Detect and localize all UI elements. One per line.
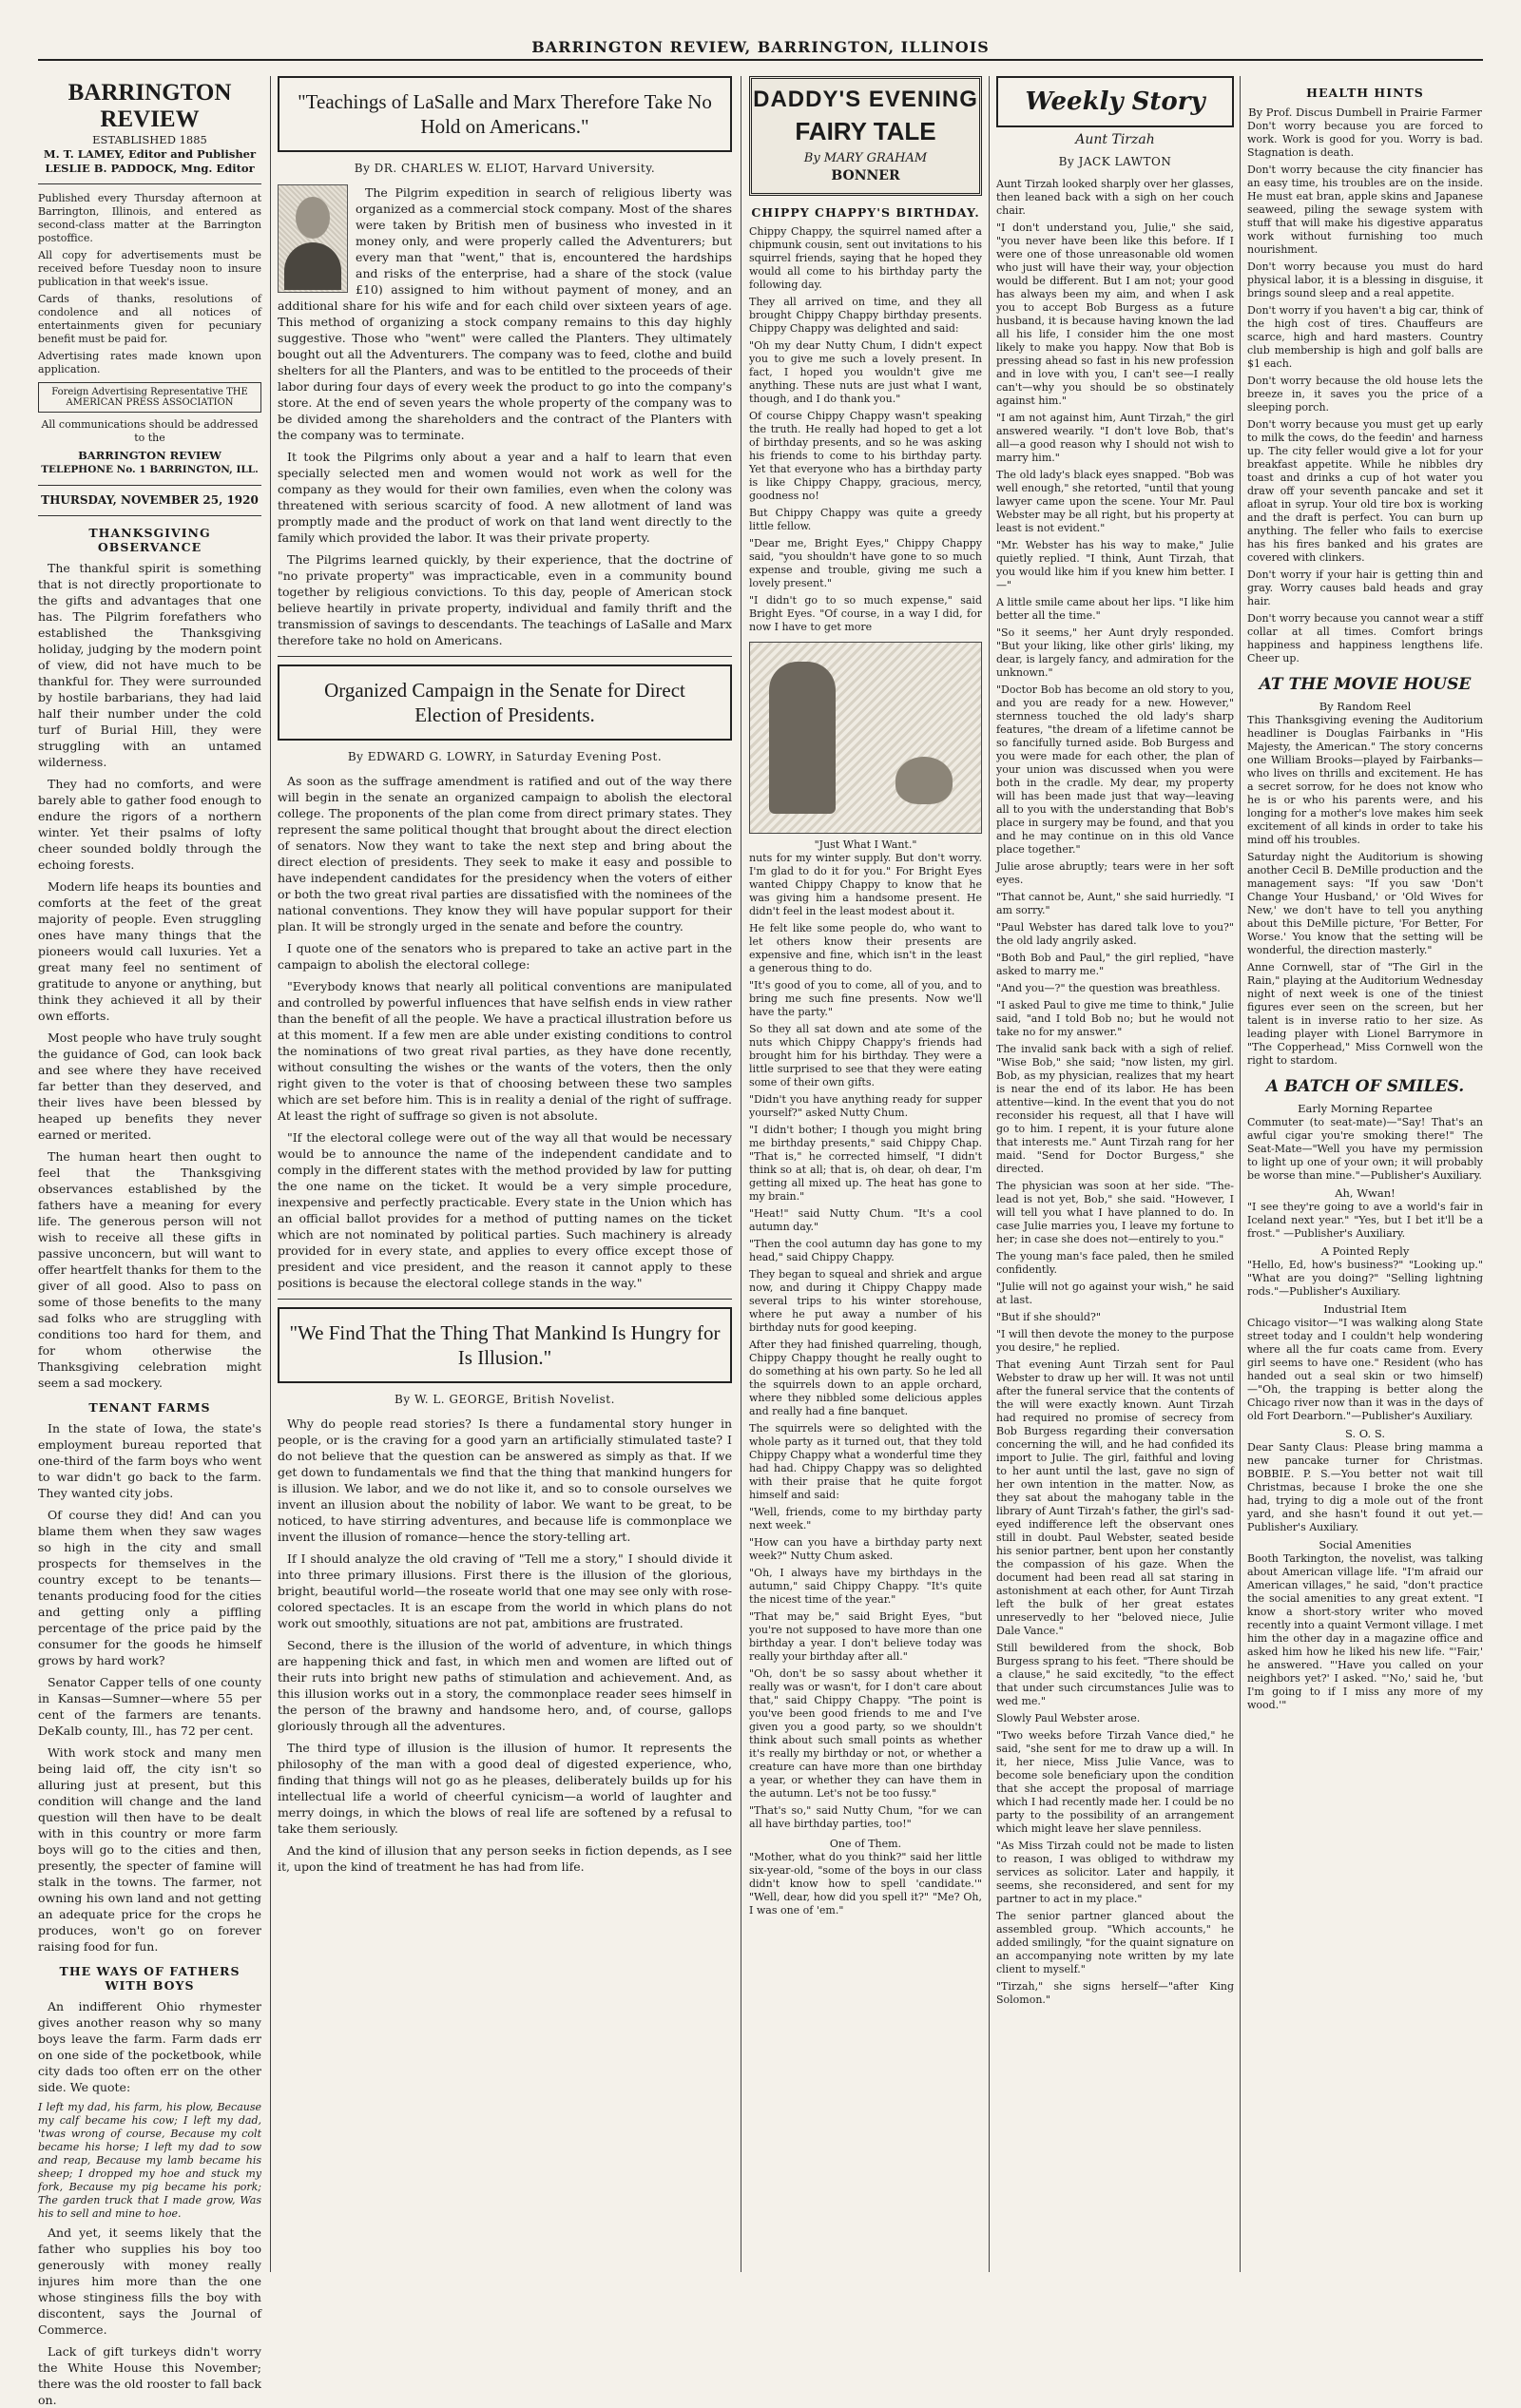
issue-date: THURSDAY, NOVEMBER 25, 1920 [41, 493, 259, 507]
fairy-tale-column [749, 76, 982, 2272]
divider [38, 515, 261, 516]
paragraph: And yet, it seems likely that the father who supplies his boy too generously with money really injures him more than the one whose stinginess fills the boy with discontent, says the Journal of Commerce. [38, 2225, 261, 2337]
paragraph: Don't worry if your hair is getting thin and gray. Worry causes bald heads and gray hair. [1247, 568, 1483, 607]
paragraph: The senior partner glanced about the assembled group. "Which accounts," he added smilingly, "for the quaint signature on an accompanying note written by my late client to myself." [996, 1910, 1234, 1975]
paragraph: Senator Capper tells of one county in Kansas—Sumner—where 55 per cent of the farmers are tenants. DeKalb county, Ill., has 72 per cent. [38, 1675, 261, 1738]
paragraph: Don't worry if you haven't a big car, think of the high cost of tires. Chauffeurs are scarce, high and hard masters. Country club membership is high and golf balls are $1 each. [1247, 304, 1483, 370]
paragraph: "I didn't go to so much expense," said Bright Eyes. "Of course, in a way I did, for now I have to get more [749, 594, 982, 633]
miscellany-column [1247, 76, 1483, 2272]
page-masthead: BARRINGTON REVIEW, BARRINGTON, ILLINOIS [38, 38, 1483, 61]
paragraph: "Mr. Webster has his way to make," Julie quietly replied. "I think, Aunt Tirzah, that you would like him if you knew him better. I—" [996, 539, 1234, 591]
paragraph: The old lady's black eyes snapped. "Bob was well enough," she retorted, "until that young lawyer came upon the scene. Your Mr. Paul Webster may be all right, but his property at least is not evident." [996, 469, 1234, 534]
paragraph: Booth Tarkington, the novelist, was talking about American village life. "I'm afraid our American villages," he said, "don't practice the social amenities to any great extent. "I know a short-story writer who moved recently into a quaint Vermont village. I met him the other day in a magazine office and asked him how he liked his new life. "'Fair,' he answered. "'Have you called on your neighbors yet?' I asked. "'No,' said he, 'but I'm going to if I miss any more of my wood.'" [1247, 1552, 1483, 1711]
paragraph: And the kind of illusion that any person seeks in fiction depends, as I see it, upon the kind of treatment he has had from life. [278, 1843, 732, 1874]
paragraph: "How can you have a birthday party next week?" Nutty Chum asked. [749, 1536, 982, 1562]
paragraph: "So it seems," her Aunt dryly responded. "But your liking, like other girls' liking, my dear, is largely fancy, and admiration for the unknown." [996, 626, 1234, 679]
column-rule [270, 76, 271, 2272]
section-heading: THE WAYS OF FATHERS WITH BOYS [59, 1964, 241, 1993]
cards-note: Cards of thanks, resolutions of condolence and all notices of entertainments given for pecuniary benefit must be paid for. [38, 293, 261, 345]
newspaper-page [38, 38, 1483, 2407]
paragraph: "Dear me, Bright Eyes," Chippy Chappy said, "you shouldn't have gone to so much expense and trouble, giving me such a lovely present." [749, 537, 982, 589]
comms-note: All communications should be addressed to the [41, 418, 259, 444]
story-title: Aunt Tirzah [1075, 132, 1155, 147]
paragraph: "That's so," said Nutty Chum, "for we can all have birthday parties, too!" [749, 1804, 982, 1830]
divider [278, 656, 732, 657]
paragraph: "I am not against him, Aunt Tirzah," the girl answered wearily. "I don't love Bob, that's all—a good reason why I should not wish to marry him." [996, 412, 1234, 464]
paragraph: So they all sat down and ate some of the nuts which Chippy Chappy's friends had brought him for his birthday. They were a little surprised to see that they were eating some of their own gifts. [749, 1023, 982, 1088]
paragraph: As soon as the suffrage amendment is ratified and out of the way there will begin in the senate an organized campaign to abolish the electoral college. The proponents of the plan come from direct primary states. They represent the same political thought that brought about the direct election of senators. Now they want to take the next step and bring about the direct election of presidents. They seek to make it easy and possible to have independent candidates for the presidency when the voters of either or both the two great rival parties are dissatisfied with the nominees of the national conventions. They know they will have popular support for their plan. It will be strongly urged in the senate and before the country. [278, 774, 732, 934]
paragraph: Lack of gift turkeys didn't worry the White House this November; there was the old rooster to fall back on. [38, 2344, 261, 2407]
joke-heading: Ah, Wwan! [1335, 1186, 1396, 1200]
paragraph: "If the electoral college were out of the way all that would be necessary would be to announce the name of the independent candidate and to comply in the different states with the method provided by law for putting the one name on the ticket. It would be a very simple procedure, inexpensive and perfectly practicable. Every state in the Union which has an official ballot provides for a method of putting names on the ticket which are not nominated by political parties. Such machinery is already provided for in every state, and applies to every office except those of president and vice president, and the reason it cannot apply to these positions is because the electoral college stands in the way." [278, 1130, 732, 1290]
paragraph: "Paul Webster has dared talk love to you?" the old lady angrily asked. [996, 921, 1234, 947]
paragraph: The thankful spirit is something that is not directly proportionate to the gifts and advantages that one has. The Pilgrim forefathers who established the Thanksgiving holiday, judging by the modern point of view, did not have much to be thankful for. They were surrounded by hostile barbarians, they had laid half their number under the cold turf of Burial Hill, they were struggling with an untamed wilderness. [38, 561, 261, 769]
press-association: Foreign Advertising Representative THE AMERICAN PRESS ASSOCIATION [38, 382, 261, 413]
joke-heading: Industrial Item [1323, 1302, 1407, 1316]
paragraph: Julie arose abruptly; tears were in her soft eyes. [996, 860, 1234, 886]
editor-line: M. T. LAMEY, Editor and Publisher [43, 147, 257, 161]
published-note: Published every Thursday afternoon at Barrington, Illinois, and entered as second-class matter at the Barrington postoffice. [38, 192, 261, 244]
paragraph: The third type of illusion is the illusion of humor. It represents the philosophy of the man with a good deal of digested experience, who, finding that things will not go as he pleases, deliberately builds up for his intellectual life a world of cheerful cynicism—a world of laughter and merry doings, in which the blows of real life are softened by a refusal to take them seriously. [278, 1741, 732, 1836]
paragraph: "Didn't you have anything ready for supper yourself?" asked Nutty Chum. [749, 1093, 982, 1119]
paragraph: Of course they did! And can you blame them when they saw wages so high in the city and small prospects for themselves in the country except to be tenants—tenants producing food for the cities and getting only a piffling percentage of the price paid by the consumer for the goods he himself grows by hard work? [38, 1508, 261, 1667]
paragraph: "Hello, Ed, how's business?" "Looking up." "What are you doing?" "Selling lightning rods."—Publisher's Auxiliary. [1247, 1259, 1483, 1298]
paragraph: "But if she should?" [996, 1311, 1101, 1323]
paragraph: "Oh, don't be so sassy about whether it really was or wasn't, for I don't care about that," said Chippy Chappy. "The point is you've been good friends to me and I've given you a good party, so we shouldn't think about such small points as whether it's really my birthday or not, or whether a creature can have more than one birthday a year, or whether they can have them in the autumn. Let's not be too fussy." [749, 1667, 982, 1800]
paragraph: "That may be," said Bright Eyes, "but you're not supposed to have more than one birthday a year. I don't believe today was really your birthday after all." [749, 1610, 982, 1663]
section-heading: HEALTH HINTS [1306, 86, 1424, 100]
paragraph: "That cannot be, Aunt," she said hurriedly. "I am sorry." [996, 891, 1234, 916]
paragraph: "Doctor Bob has become an old story to you, and you are ready for a new. However," sternness touched the old lady's sharp features, "the dream of a lifetime cannot be so fancifully turned aside. Bob Burgess and you were made for each other, the plan of your union was discussed when you were both in the cradle. My dear, my property will has been made just that way—leaving all to you with the understanding that Bob's place in surgery may be found, and that you and he may continue on in this old Vance place together." [996, 684, 1234, 856]
section-byline: By Prof. Discus Dumbell in Prairie Farmer [1248, 106, 1482, 119]
paragraph: "Two weeks before Tirzah Vance died," he said, "she sent for me to draw up a will. In it, her niece, Miss Julie Vance, was to become sole beneficiary upon the condition that she accept the proposal of marriage which I had recently made her. I could be no party to the possibility of an arrangement which might leave her slave penniless. [996, 1729, 1234, 1835]
paragraph: In the state of Iowa, the state's employment bureau reported that one-third of the farm boys who went to war didn't go back to the farm. They wanted city jobs. [38, 1421, 261, 1500]
paragraph: Still bewildered from the shock, Bob Burgess sprang to his feet. "There should be a clause," he said excitedly, "to the effect that under such circumstances Julie was to wed me." [996, 1642, 1234, 1707]
paragraph: I quote one of the senators who is prepared to take an active part in the campaign to abolish the electoral college: [278, 941, 732, 972]
manager-line: LESLIE B. PADDOCK, Mng. Editor [45, 162, 255, 175]
portrait-face [296, 197, 330, 239]
paragraph: Second, there is the illusion of the world of adventure, in which things are happening thick and fast, in which men and women are lifted out of their ruts into bright new paths of stimulation and achievement. And, as this illusion works out in a story, the commonplace reader sees himself in the person of the brawny and handsome hero, and, of course, gallops gloriously through all the adventures. [278, 1638, 732, 1733]
paragraph: Don't worry because you are forced to work. Work is good for you. Worry is bad. Stagnation is death. [1247, 120, 1483, 159]
article-headline: "Teachings of LaSalle and Marx Therefore Take No Hold on Americans." [278, 76, 732, 152]
paragraph: But Chippy Chappy was quite a greedy little fellow. [749, 507, 982, 532]
paragraph: "Then the cool autumn day has gone to my head," said Chippy Chappy. [749, 1238, 982, 1263]
section-heading: THANKSGIVING OBSERVANCE [88, 526, 211, 554]
joke-heading: One of Them. [829, 1838, 902, 1850]
fairy-tale-logo [749, 76, 982, 196]
paragraph: The invalid sank back with a sigh of relief. "Wise Bob," she said; "now listen, my girl. Bob, as my physician, realizes that my heart is near the end of its labor. He has been attentive—kind. In the event that you do not reconsider his request, all that I have will go to him. I repent, it is your future alone that interests me." Aunt Tirzah rang for her maid. "Send for Doctor Burgess," she directed. [996, 1043, 1234, 1175]
paragraph: After they had finished quarreling, though, Chippy Chappy thought he really ought to do something at his own party. So he led all the squirrels down to an apple orchard, where they nibbled some delicious apples and really had a fine banquet. [749, 1339, 982, 1417]
feature-column [278, 76, 732, 2272]
paragraph: He felt like some people do, who want to let others know their presents are expensive and fine, which isn't in the least a generous thing to do. [749, 922, 982, 974]
paragraph: "I didn't bother; I though you might bring me birthday presents," said Chippy Chap. "That is," he corrected himself, "I didn't think so at all; that is, oh dear, oh dear, I'm getting all mixed up. The heat has gone to my brain." [749, 1124, 982, 1203]
paragraph: "Heat!" said Nutty Chum. "It's a cool autumn day." [749, 1207, 982, 1233]
paragraph: The physician was soon at her side. "The-lead is not yet, Bob," she said. "However, I will tell you what I have planned to do. In case Julie marries you, I leave my fortune to her; in case she does not—entirely to you." [996, 1180, 1234, 1245]
paragraph: Why do people read stories? Is there a fundamental story hunger in people, or is the craving for a good yarn an artificially stimulated taste? I do not believe that the question can be answered as simply as that. If we get down to fundamentals we find that the thing that mankind hungers for is illusion. We labor, and we do not like it, and so to console ourselves we invent an illusion about the nobility of labor. We want to be great, to be noticed, to have stirring adventures, and because life is commonplace we invent the illusion of romance—hence the story-telling art. [278, 1416, 732, 1544]
article-byline: By DR. CHARLES W. ELIOT, Harvard University. [354, 162, 656, 175]
paragraph: Slowly Paul Webster arose. [996, 1712, 1141, 1724]
ads-note: All copy for advertisements must be received before Tuesday noon to insure publication in that week's issue. [38, 249, 261, 288]
comms-name: BARRINGTON REVIEW [78, 449, 221, 462]
logo-line: FAIRY TALE [795, 117, 936, 145]
paragraph: Don't worry because you must do hard physical labor, it is a blessing in disguise, it brings sound sleep and a real appetite. [1247, 260, 1483, 299]
paragraph: Saturday night the Auditorium is showing another Cecil B. DeMille production and the management says: "If you saw 'Don't Change Your Husband,' or 'Old Wives for New,' we don't have to tell you anything about this DeMille picture, 'For Better, For Worse.' You know that the setting will be wonderful, the direction masterly." [1247, 851, 1483, 956]
section-byline: By Random Reel [1319, 700, 1412, 713]
portrait-body [284, 242, 341, 290]
article-headline: Organized Campaign in the Senate for Direct Election of Presidents. [278, 665, 732, 741]
paragraph: Don't worry because the city financier has an easy time, his troubles are on the inside. He must eat bran, apple skins and Japanese seaweed, piling the sewage system with stuff that will make his digestive apparatus work without furnishing too much nourishment. [1247, 164, 1483, 256]
telephone: TELEPHONE No. 1 BARRINGTON, ILL. [41, 464, 259, 475]
paragraph: Modern life heaps its bounties and comforts at the feet of the great majority of people. Even struggling ones have many things that the pioneers would call luxuries. Yet a great many feel no sentiment of gratitude to anyone or anything, but think they achieved it all by their own efforts. [38, 879, 261, 1023]
illustration-caption: "Just What I Want." [814, 838, 917, 851]
paragraph: "I will then devote the money to the purpose you desire," he replied. [996, 1328, 1234, 1354]
paragraph: With work stock and many men being laid off, the city isn't so alluring just at present, but this condition will change and the land question will then have to be dealt with in this country or more farm boys will go to the cities and then, presently, the specter of famine will stalk in the towns. The farmer, not owning his own land and not getting an adequate price for the crops he produces, won't go on forever raising food for fun. [38, 1745, 261, 1954]
rates-note: Advertising rates made known upon application. [38, 350, 261, 376]
joke-heading: A Pointed Reply [1320, 1244, 1410, 1258]
paragraph: They all arrived on time, and they all brought Chippy Chappy birthday presents. Chippy Chappy was delighted and said: [749, 296, 982, 335]
article-byline: By W. L. GEORGE, British Novelist. [395, 1393, 615, 1406]
paragraph: "Julie will not go against your wish," he said at last. [996, 1281, 1234, 1306]
paragraph: The Pilgrim expedition in search of religious liberty was organized as a commercial stock company. Most of the shares were taken by British men of business who invested in it money only, and were properly called the Adventurers; but every man that "went," that is, encountered the hardships and risks of the enterprise, had a share of the stock (value £10) assigned to him without payment of money, and an additional share for his wife and for each child over sixteen years of age. This method of organizing a stock company remains to this day highly suggestive. Those who "went" were called the Planters. They ultimately bought out all the Adventurers. The company was to feed, clothe and build shelters for all the Planters, and was to be entitled to the proceeds of their labor during four days of every week the product to go into the company's store. At the end of seven years the whole property of the company was to be divided among the shareholders and the contract of the Planters with the company was to terminate. [278, 185, 732, 442]
joke-heading: S. O. S. [1345, 1427, 1385, 1440]
joke-heading: Early Morning Repartee [1298, 1102, 1433, 1115]
editorial-column [38, 76, 261, 2407]
paragraph: "Oh my dear Nutty Chum, I didn't expect you to give me such a lovely present. In fact, I hoped you wouldn't give me anything. These nuts are just what I want, though, and I do thank you." [749, 339, 982, 405]
divider [38, 183, 261, 184]
section-heading: TENANT FARMS [88, 1400, 211, 1415]
paragraph: The human heart then ought to feel that the Thanksgiving observances established by the fathers have a meaning for every life. The generous person will not wish to receive all these gifts in passive unconcern, but will want to offer heartfelt thanks for them to the giver of all good. Also to pass on some of those benefits to the many sad folks who are struggling with conditions too hard for them, and for whom otherwise the Thanksgiving celebration might seem a sad mockery. [38, 1149, 261, 1390]
established: ESTABLISHED 1885 [92, 133, 207, 146]
paragraph: That evening Aunt Tirzah sent for Paul Webster to draw up her will. It was not until after the funeral service that the contents of the will were exactly known. Aunt Tirzah had required no promise of secrecy from Bob Burgess regarding their conversation concerning the will, and he had confided its import to Julie. The girl, faithful and loving to her aunt until the last, gave no sign of her own intention in the matter. Now, as they sat about the mahogany table in the library of Aunt Tirzah's father, the girl's sad-eyed indifference left the observant ones still in doubt. Paul Webster, seated beside his senior partner, bent upon her constantly the compassion of his gaze. When the document had been read all sat staring in astonishment at each other, for Aunt Tirzah left the bulk of her great estates unreservedly to her "beloved niece, Julie Dale Vance." [996, 1358, 1234, 1637]
article-byline: By EDWARD G. LOWRY, in Saturday Evening Post. [347, 750, 663, 763]
paper-name: BARRINGTON REVIEW [67, 80, 232, 132]
paragraph: Dear Santy Claus: Please bring mamma a new pancake turner for Christmas. BOBBIE. P. S.—You better not wait till Christmas, because I broke the one she had, trying to dig a mole out of the front yard, and she hasn't found it out yet.—Publisher's Auxiliary. [1247, 1441, 1483, 1533]
paragraph: "Tirzah," she signs herself—"after King Solomon." [996, 1980, 1234, 2006]
paragraph: The young man's face paled, then he smiled confidently. [996, 1250, 1234, 1276]
divider [38, 485, 261, 486]
paragraph: "Oh, I always have my birthdays in the autumn," said Chippy Chappy. "It's quite the nicest time of the year." [749, 1567, 982, 1606]
article-headline: "We Find That the Thing That Mankind Is Hungry for Is Illusion." [278, 1307, 732, 1383]
poem: I left my dad, his farm, his plow, Because my calf became his cow; I left my dad, 'twas wrong of course, Because my colt became his horse; I left my dad to sow and reap, Because my lamb became his sheep; I dropped my hoe and stuck my fork, Because my pig became his pork; The garden truck that I made grow, Was his to sell and mine to hoe. [38, 2101, 261, 2220]
section-heading: A BATCH OF SMILES. [1265, 1077, 1465, 1096]
weekly-story-logo: Weekly Story [996, 76, 1234, 127]
paragraph: A little smile came about her lips. "I like him better all the time." [996, 596, 1234, 622]
paragraph: If I should analyze the old craving of "Tell me a story," I should divide it into three primary illusions. First there is the illusion of the glorious, bright, beautiful world—the roseate world that one may see only with rose-colored spectacles. It is an escape from the world in which plans do not work out smoothly, situations are not pat, ambitions are frustrated. [278, 1551, 732, 1630]
paragraph: The squirrels were so delighted with the whole party as it turned out, that they told Chippy Chappy what a wonderful time they had had. Chippy Chappy was so delighted with their praise that he quite forgot himself and said: [749, 1422, 982, 1501]
paragraph: "It's good of you to come, all of you, and to bring me such fine presents. Now we'll have the party." [749, 979, 982, 1018]
paragraph: "Well, friends, come to my birthday party next week." [749, 1506, 982, 1531]
paragraph: "Both Bob and Paul," the girl replied, "have asked to marry me." [996, 952, 1234, 977]
story-byline: By JACK LAWTON [1058, 155, 1172, 168]
paragraph: Don't worry because you must get up early to milk the cows, do the feedin' and harness up. The city feller would give a lot for your breakfast appetite. While he nibbles dry toast and drinks a cup of hot water you draw off your seventh pancake and set it afloat in syrup. Your old tire box is working and the draft is perfect. You can burn up anything. The feller who fails to exercise has his fires banked and his grates are covered with clinkers. [1247, 418, 1483, 564]
squirrel-illustration [749, 642, 982, 834]
paragraph: "As Miss Tirzah could not be made to listen to reason, I was obliged to withdraw my services as solicitor. Later and happily, it seems, she reconsidered, and sent for my partner to act in my place." [996, 1840, 1234, 1905]
tree-shape [769, 662, 836, 814]
paragraph: Anne Cornwell, star of "The Girl in the Rain," playing at the Auditorium Wednesday night of next week is one of the tiniest figures ever seen on the screen, but her talent is in inverse ratio to her size. As leading player with Lionel Barrymore in "The Copperhead," Miss Cornwell won the right to stardom. [1247, 961, 1483, 1067]
paragraph: They began to squeal and shriek and argue now, and during it Chippy Chappy made several trips to his winter storehouse, where he put away a number of his birthday nuts for good keeping. [749, 1268, 982, 1334]
paragraph: Chicago visitor—"I was walking along State street today and I couldn't help wondering where all the fur coats came from. Every girl seems to have one." Resident (who has handed out a seal skin or two himself)—"Oh, the trapping is better along the Chicago river now than it was in the days of old Fort Dearborn."—Publisher's Auxiliary. [1247, 1317, 1483, 1422]
paragraph: Commuter (to seat-mate)—"Say! That's an awful cigar you're smoking there!" The Seat-Mate—"Well you have my permission to light up one of your own; it will probably be worse than mine."—Publisher's Auxiliary. [1247, 1116, 1483, 1182]
paragraph: Of course Chippy Chappy wasn't speaking the truth. He really had hoped to get a lot of birthday presents, and so he was asking his friends to come to his birthday party. Yet that everyone who has a birthday party is like Chippy Chappy, gracious, mercy, goodness no! [749, 410, 982, 502]
joke-heading: Social Amenities [1319, 1538, 1412, 1551]
paragraph: "I see they're going to ave a world's fair in Iceland next year." "Yes, but I bet it'll be a frost." —Publisher's Auxiliary. [1247, 1201, 1483, 1240]
paragraph: "I asked Paul to give me time to think," Julie said, "and I told Bob no; but he would not take no for my answer." [996, 999, 1234, 1038]
column-rule [1240, 76, 1241, 2272]
section-heading: AT THE MOVIE HOUSE [1259, 675, 1472, 694]
paragraph: It took the Pilgrims only about a year and a half to learn that even specially selected men and women would not work as well for the company as they would for their own families, even when the colony was threatened with serious scarcity of food. A new allotment of land was promptly made and the product of work on that land went directly to the family which provided the labor. It was their private property. [278, 450, 732, 545]
squirrel-shape [895, 757, 953, 804]
paragraph: Don't worry because you cannot wear a stiff collar at all times. Comfort brings happiness and happiness lengthens life. Cheer up. [1247, 612, 1483, 665]
weekly-story-column [996, 76, 1234, 2272]
paragraph: "I don't understand you, Julie," she said, "you never have been like this before. If I were one of those unreasonable old women who just will have their way, your objection would be different. But I am not; your good has always been my aim, and when I ask you to accept Bob Burgess as a future husband, it is because having known the lad all his life, I consider him the one most likely to make you happy. Now that Bob is pressing ahead so fast in his new profession and in love with you, I can't see—I really can't—why you should be so obstinately against him." [996, 222, 1234, 407]
story-heading: CHIPPY CHAPPY'S BIRTHDAY. [751, 205, 980, 220]
paragraph: They had no comforts, and were barely able to gather food enough to endure the rigors of a northern winter. Yet their psalms of lofty cheer sounded boldly through the echoing forests. [38, 777, 261, 872]
paragraph: "Everybody knows that nearly all political conventions are manipulated and controlled by powerful influences that have selfish ends in view rather than the benefit of all the people. We have a practical illustration before us at this moment. If a few men are able under existing conditions to control the nominations of two great rival parties, as they have done recently, without consulting the wishes or the wants of the voters, then the only right given to the voter is that of choosing between these two samples which are set before him. This is in reality a denial of the right of suffrage. At least the right of suffrage so given is not absolute. [278, 979, 732, 1123]
paragraph: An indifferent Ohio rhymester gives another reason why so many boys leave the farm. Farm dads err on one side of the pocketbook, while city dads too often err on the other side. We quote: [38, 1999, 261, 2094]
paragraph: Most people who have truly sought the guidance of God, can look back and see where they have received far better than they deserved, and their lives have been blessed by heaped up benefits they never earned or merited. [38, 1031, 261, 1142]
paragraph: Chippy Chappy, the squirrel named after a chipmunk cousin, sent out invitations to his squirrel friends, saying that he hoped they would all come to his birthday party the following day. [749, 225, 982, 291]
divider [278, 1299, 732, 1300]
author-portrait [278, 184, 348, 293]
paragraph: nuts for my winter supply. But don't worry. I'm glad to do it for you." For Bright Eyes wanted Chippy Chappy to know that he was giving him a handsome present. He didn't feel in the least modest about it. [749, 852, 982, 917]
paragraph: "Mother, what do you think?" said her little six-year-old, "some of the boys in our class didn't know how to spell 'candidate.'" "Well, dear, how did you spell it?" "Me? Oh, I was one of 'em." [749, 1851, 982, 1917]
paragraph: This Thanksgiving evening the Auditorium headliner is Douglas Fairbanks in "His Majesty, the American." The story concerns one William Brooks—played by Fairbanks—who lives on thrills and excitement. He has a secret sorrow, for he does not know who he is or who his parents were, and his longing for a mother's love makes him seek excitement of all kinds in order to take his mind off his troubles. [1247, 714, 1483, 846]
paragraph: Aunt Tirzah looked sharply over her glasses, then leaned back with a sigh on her couch chair. [996, 178, 1234, 217]
column-rule [989, 76, 990, 2272]
paragraph: The Pilgrims learned quickly, by their experience, that the doctrine of "no private property" was impracticable, even in a community bound together by religious convictions. To this day, people of American stock believe heartily in private property, individual and family thrift and the transmission of savings to descendants. The teachings of LaSalle and Marx therefore take no hold on Americans. [278, 552, 732, 647]
paragraph: "And you—?" the question was breathless. [996, 982, 1221, 994]
logo-line: BONNER [831, 168, 900, 183]
logo-line: By MARY GRAHAM [803, 151, 928, 165]
logo-line: DADDY'S EVENING [753, 87, 978, 112]
paragraph: Don't worry because the old house lets the breeze in, it saves you the price of a sleeping porch. [1247, 375, 1483, 414]
